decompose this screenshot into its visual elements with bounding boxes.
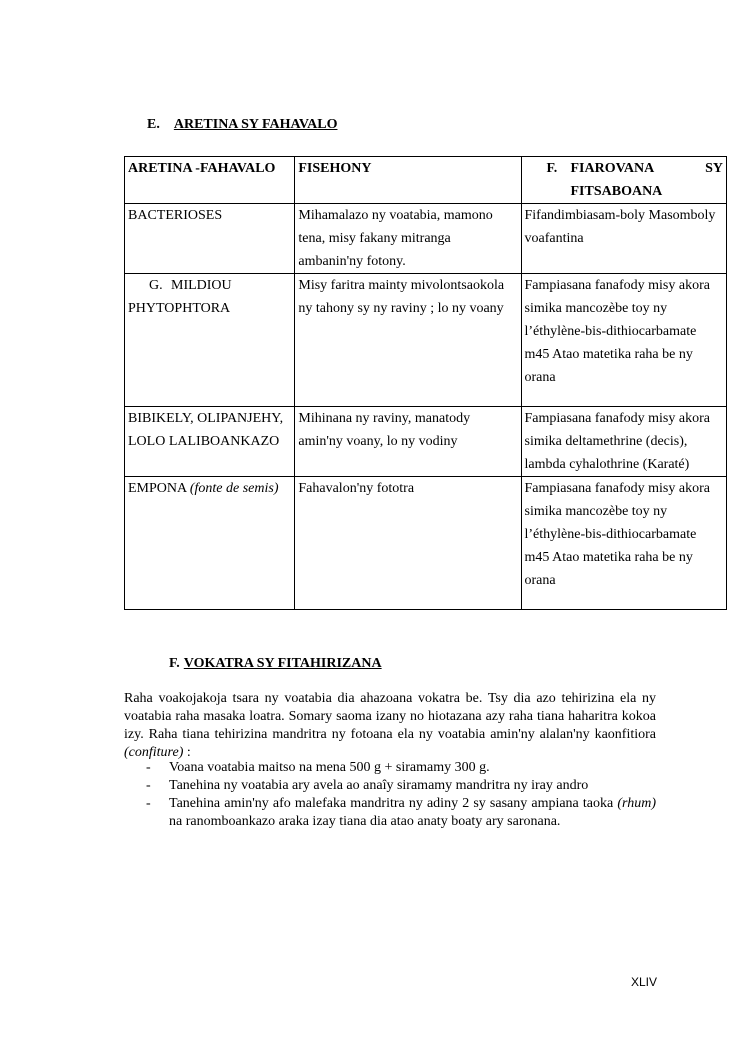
table-row: [125, 274, 727, 407]
section-e-heading: [147, 117, 337, 133]
section-f-title: VOKATRA SY FITAHIRIZANA: [183, 656, 382, 671]
steps-list: [124, 759, 656, 831]
table-header-row: [125, 157, 727, 204]
disease-text: EMPONA: [128, 481, 187, 496]
table-row: [125, 204, 727, 274]
step-text-end: na ranomboankazo araka izay tiana dia atao anaty boaty ary saronana.: [169, 814, 561, 829]
section-e-label: E.: [147, 117, 160, 132]
treatment-cell: Fampiasana fanafody misy akora simika deltamethrine (decis), lambda cyhalothrine (Karaté): [521, 407, 727, 477]
treatment-cell: Fampiasana fanafody misy akora simika mancozèbe toy ny l’éthylène-bis-dithiocarbamate m45 Atao matetika raha be ny orana: [521, 477, 727, 610]
list-item: - Voana voatabia maitso na mena 500 g + siramamy 300 g.: [146, 760, 490, 775]
header-treatment: [521, 157, 727, 204]
header-treatment-line1: FIAROVANA SY: [570, 161, 723, 176]
header-treatment-label: F.: [546, 161, 558, 176]
list-item: - Tanehina ny voatabia ary avela ao anaîy siramamy mandritra ny iray andro: [146, 778, 589, 793]
step-text: Voana voatabia maitso na mena 500 g + siramamy 300 g.: [169, 760, 490, 775]
disease-cell: BACTERIOSES: [125, 204, 295, 274]
table-row: [125, 407, 727, 477]
table-row: [125, 477, 727, 610]
section-f-paragraph: [124, 690, 656, 762]
paragraph-text: Raha voakojakoja tsara ny voatabia dia ahazoana vokatra be. Tsy dia azo tehirizina ela ny voatabia raha masaka loatra. Somary saoma izany no hiotazana azy raha tiana haharitra kokoa izy. Raha tiana tehirizina mandritra ny fotoana ela ny voatabia amin'ny alalan'ny kaonfitiora: [124, 691, 656, 742]
symptom-cell: Mihamalazo ny voatabia, mamono tena, misy fakany mitranga ambanin'ny fotony.: [295, 204, 521, 274]
paragraph-end: :: [183, 745, 191, 760]
disease-cell: [125, 274, 295, 407]
section-e-title: ARETINA SY FAHAVALO: [173, 117, 338, 132]
disease-label: G.: [149, 278, 163, 293]
symptom-cell: Fahavalon'ny fototra: [295, 477, 521, 610]
disease-text: MILDIOU PHYTOPHTORA: [128, 278, 232, 316]
disease-note: (fonte de semis): [189, 481, 279, 496]
step-note: (rhum): [617, 796, 656, 811]
step-text: Tanehina amin'ny afo malefaka mandritra ny adiny 2 sy sasany ampiana taoka: [169, 796, 618, 811]
section-f-label: F.: [169, 656, 180, 671]
treatment-cell: Fifandimbiasam-boly Masomboly voafantina: [521, 204, 727, 274]
symptom-cell: Misy faritra mainty mivolontsaokola ny tahony sy ny raviny ; lo ny voany: [295, 274, 521, 407]
header-symptom: FISEHONY: [295, 157, 521, 204]
header-treatment-line2: FITSABOANA: [570, 184, 663, 199]
section-f-heading: [169, 656, 382, 672]
list-item: - Tanehina amin'ny afo malefaka mandritra ny adiny 2 sy sasany ampiana taoka (rhum) na ranomboankazo araka izay tiana dia atao anaty boaty ary saronana.: [146, 796, 656, 829]
step-text: Tanehina ny voatabia ary avela ao anaîy siramamy mandritra ny iray andro: [169, 778, 589, 793]
header-disease: ARETINA -FAHAVALO: [125, 157, 295, 204]
disease-cell: [125, 477, 295, 610]
page-number: XLIV: [631, 975, 658, 989]
symptom-cell: Mihinana ny raviny, manatody amin'ny voany, lo ny vodiny: [295, 407, 521, 477]
treatment-cell: Fampiasana fanafody misy akora simika mancozèbe toy ny l’éthylène-bis-dithiocarbamate m45 Atao matetika raha be ny orana: [521, 274, 727, 407]
disease-cell: BIBIKELY, OLIPANJEHY, LOLO LALIBOANKAZO: [125, 407, 295, 477]
pests-table: [124, 156, 727, 610]
paragraph-note: (confiture): [124, 745, 184, 760]
